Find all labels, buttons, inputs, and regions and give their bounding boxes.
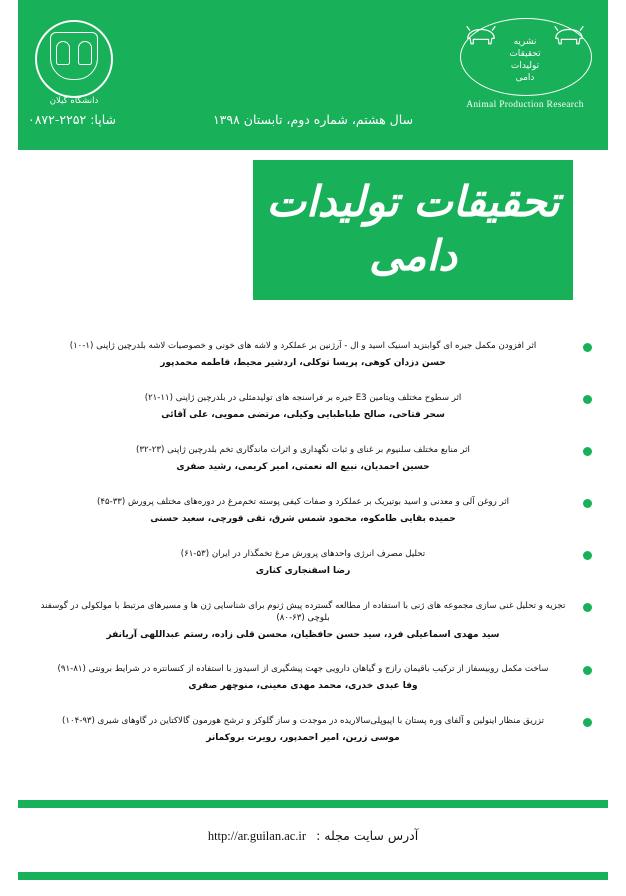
article-title: اثر افزودن مکمل جیره ای گوابنزید اسنیک اسید و ال - آرژنین بر عملکرد و لاشه های خونی و خصوصیات لاشه بلدرچین ژاپنی (۱-۱۰): [69, 341, 537, 351]
article-authors: حمیده بقایی طامکوه، محمود شمس شرق، تقی قورچی، سعید حسنی: [150, 514, 456, 524]
footer-rule-top: [18, 800, 608, 808]
list-item: [0, 444, 626, 474]
list-item: [0, 340, 626, 370]
article-authors: حسن دزدان کوهی، پریسا توکلی، اردشیر محیط، فاطمه محمدپور: [160, 358, 446, 368]
journal-logo-titles: [450, 36, 600, 84]
bullet-icon: [583, 395, 592, 404]
list-item: [0, 663, 626, 693]
list-item: [0, 496, 626, 526]
bullet-icon: [583, 603, 592, 612]
article-authors: حسین احمدیان، نبیع اله نعمتی، امیر کریمی، رشید صفری: [176, 462, 430, 472]
article-title: اثر روغن آلی و معدنی و اسید بوتیریک بر عملکرد و صفات کیفی پوسته تخم‌مرغ در دوره‌های مختلف پرورش (۳۳-۴۵): [96, 497, 509, 507]
website-label: آدرس سایت مجله :: [316, 828, 419, 843]
bullet-icon: [583, 343, 592, 352]
list-item: [0, 715, 626, 745]
article-title: تجزیه و تحلیل غنی سازی مجموعه های ژنی با استفاده از مطالعه گسترده پیش ژنوم برای شناسایی ژن ها و مسیرهای مرتبط با مولکولی در گوسفند بلوچی (۶۳-۸۰): [40, 601, 566, 623]
article-authors: سحر فتاحی، صالح طباطبایی وکیلی، مرتضی ممویی، علی آقائی: [161, 410, 445, 420]
article-title: تزریق منظار اینولین و آلفای وره پستان با اپیوپلی‌سالاریده در موجدت و ساز گلوکز و ترشح هورمون گالاکتاین در گاوهای شیری (۹۳-۱۰۴): [61, 716, 545, 726]
bullet-icon: [583, 551, 592, 560]
journal-logo-line3: تولیدات: [510, 61, 540, 71]
bullet-icon: [583, 447, 592, 456]
website-line: [0, 828, 626, 844]
header-band-margin-left: [0, 0, 18, 150]
article-authors: رضا اسفنجاری کناری: [255, 566, 351, 576]
journal-logo-line2: تحقیقات: [509, 49, 541, 59]
website-url[interactable]: http://ar.guilan.ac.ir: [207, 829, 307, 843]
university-name: دانشگاه گیلان: [49, 96, 99, 106]
journal-english-name: Animal Production Research: [466, 100, 584, 110]
article-title: اثر منابع مختلف سلنیوم بر غنای و ثبات نگهداری و اثرات ماندگاری تخم بلدرچین ژاپنی (۲۳-۳۲): [136, 445, 470, 455]
bullet-icon: [583, 666, 592, 675]
issn-label: شاپا: ۲۲۵۲-۰۸۷۲: [28, 112, 116, 127]
bullet-icon: [583, 499, 592, 508]
article-authors: موسی زرین، امیر احمدپور، رویرت بروکمانر: [206, 733, 400, 743]
university-seal-inner-icon: [50, 32, 98, 80]
page-title: تحقیقات تولیدات دامی: [266, 177, 560, 280]
journal-logo-line4: دامی: [515, 73, 535, 83]
issue-line: سال هشتم، شماره دوم، تابستان ۱۳۹۸: [212, 112, 414, 127]
university-logo: [28, 18, 120, 118]
journal-logo-line1: نشریه: [513, 37, 537, 47]
header-band-margin-right: [608, 0, 626, 150]
article-title: ساخت مکمل روبیسفاز از ترکیب باقیمان رازج و گیاهان دارویی جهت پیشگیری از اسیدوز با استفاده از کنسانتره در شرایط برونتی (۸۱-۹۱): [57, 664, 549, 674]
list-item: [0, 392, 626, 422]
contents-list: [0, 340, 626, 767]
article-authors: سید مهدی اسماعیلی فرد، سید حسن حافظیان، محسن قلی زاده، رستم عبداللهی آریانفر: [106, 630, 500, 640]
article-title: تحلیل مصرف انرژی واحدهای پرورش مرغ تخمگذار در ایران (۵۳-۶۱): [180, 549, 426, 559]
article-title: اثر سطوح مختلف ویتامین E3 جیره بر فراسنجه های تولیدمثلی در بلدرچین ژاپنی (۱۱-۲۱): [144, 393, 462, 403]
footer-rule-bottom: [18, 872, 608, 880]
list-item: [0, 548, 626, 578]
article-authors: وفا عبدی‌ خدری، محمد مهدی معینی، منوچهر صفری: [188, 681, 418, 691]
bullet-icon: [583, 718, 592, 727]
list-item: [0, 600, 626, 641]
journal-logo: [450, 16, 600, 122]
